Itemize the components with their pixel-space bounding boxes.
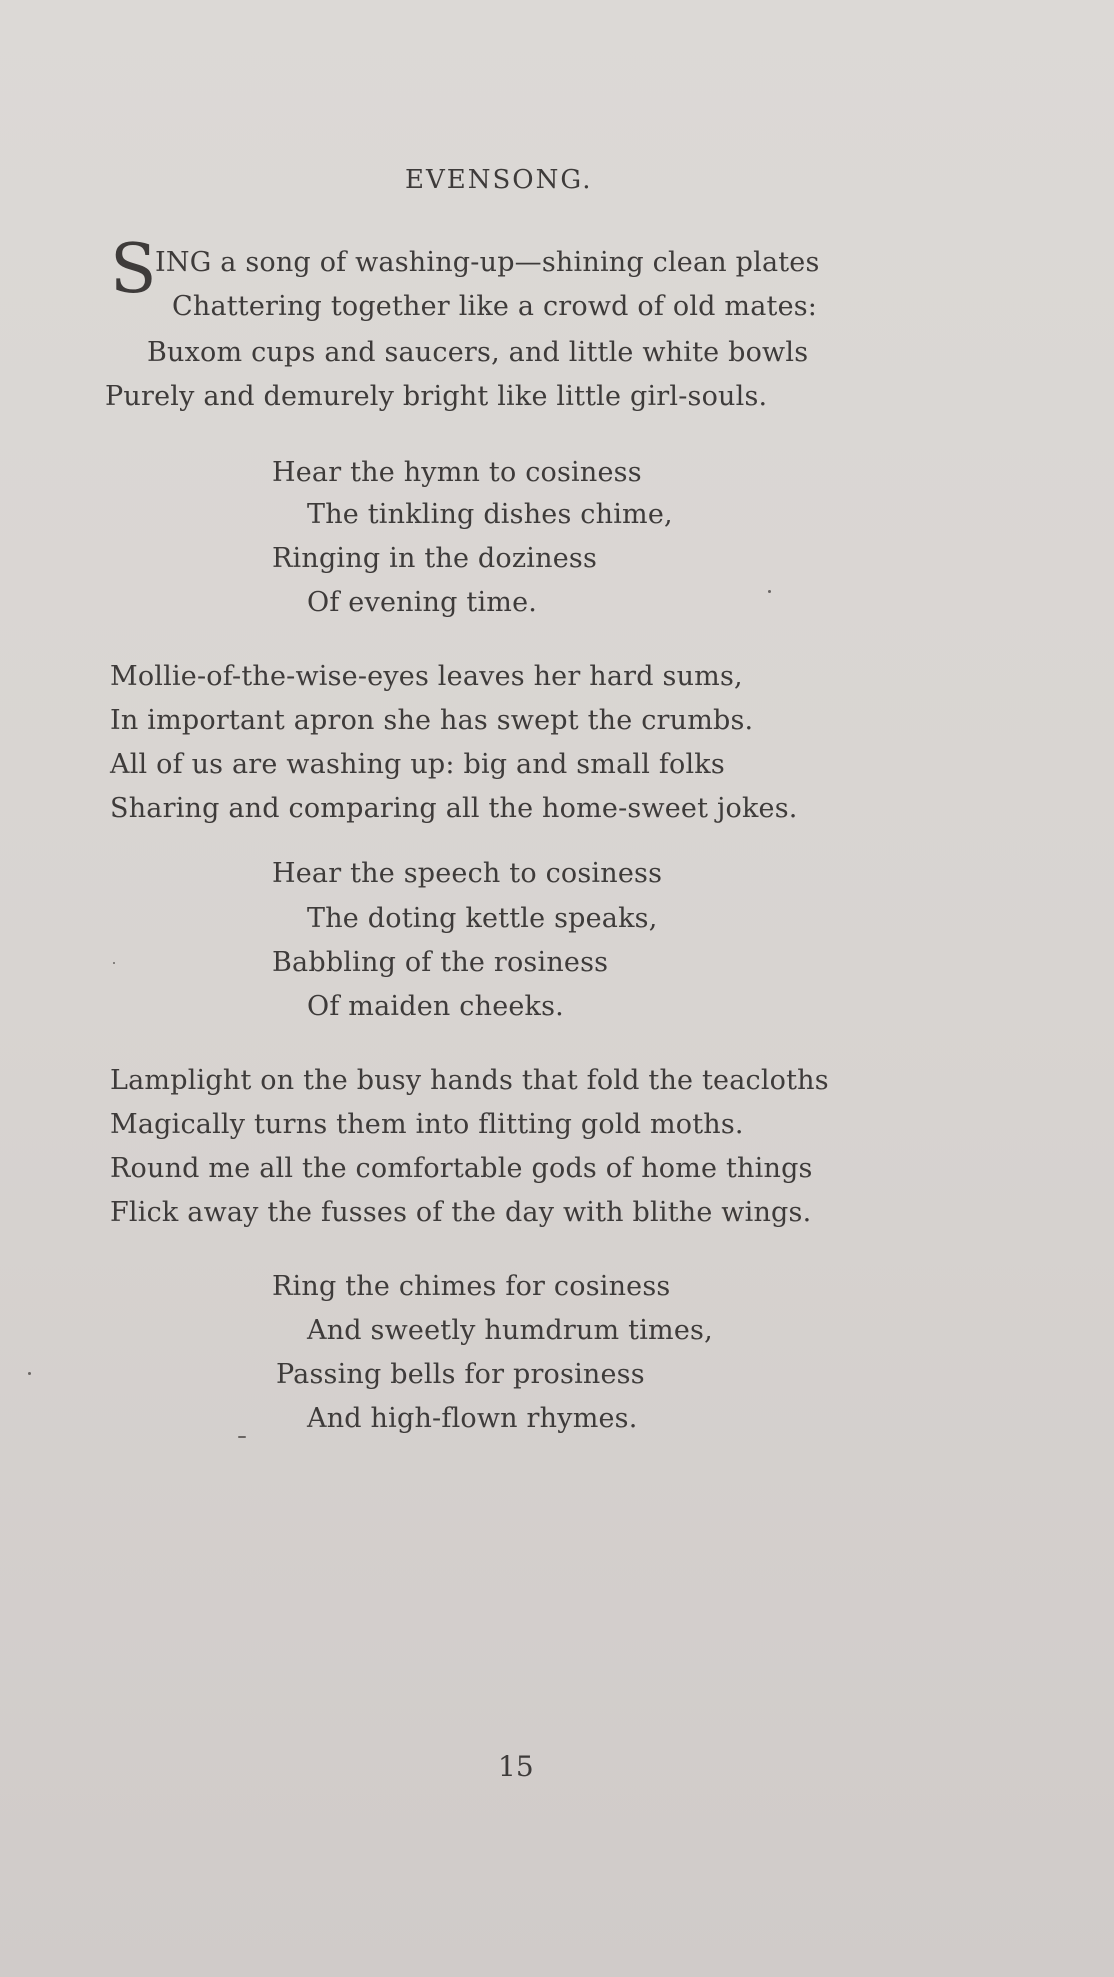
refrain3-line4: And high-flown rhymes. [307,1403,638,1434]
stanza2-line3: All of us are washing up: big and small folks [110,749,725,780]
refrain1-line4: Of evening time. [307,587,538,618]
stanza3-line1: Lamplight on the busy hands that fold the teacloths [110,1065,829,1096]
stanza3-line2: Magically turns them into flitting gold moths. [110,1109,744,1140]
refrain3-line3: Passing bells for prosiness [276,1359,645,1390]
stanza1-line2: Chattering together like a crowd of old mates: [172,291,818,322]
stanza3-line4: Flick away the fusses of the day with blithe wings. [110,1197,812,1228]
stanza1-line1: ING a song of washing-up—shining clean plates [155,247,820,278]
paper-speck [28,1372,31,1375]
stanza2-line1: Mollie-of-the-wise-eyes leaves her hard sums, [110,661,743,692]
drop-cap: S [110,230,157,309]
refrain3-line2: And sweetly humdrum times, [307,1315,713,1346]
stanza1-line3: Buxom cups and saucers, and little white bowls [147,337,809,368]
stanza2-line2: In important apron she has swept the crumbs. [110,705,754,736]
paper-speck [238,1436,246,1438]
refrain2-line2: The doting kettle speaks, [307,903,658,934]
refrain1-line3: Ringing in the doziness [272,543,598,574]
page-number: 15 [498,1750,534,1783]
paper-speck [113,962,115,964]
stanza1-line4: Purely and demurely bright like little girl-souls. [105,381,768,412]
refrain3-line1: Ring the chimes for cosiness [272,1271,671,1302]
refrain2-line4: Of maiden cheeks. [307,991,564,1022]
refrain1-line2: The tinkling dishes chime, [307,499,673,530]
refrain1-line1: Hear the hymn to cosiness [272,457,642,488]
stanza2-line4: Sharing and comparing all the home-sweet jokes. [110,793,798,824]
refrain2-line1: Hear the speech to cosiness [272,858,663,889]
stanza3-line3: Round me all the comfortable gods of home things [110,1153,813,1184]
paper-speck [768,590,771,593]
refrain2-line3: Babbling of the rosiness [272,947,609,978]
poem-title: EVENSONG. [405,165,593,195]
